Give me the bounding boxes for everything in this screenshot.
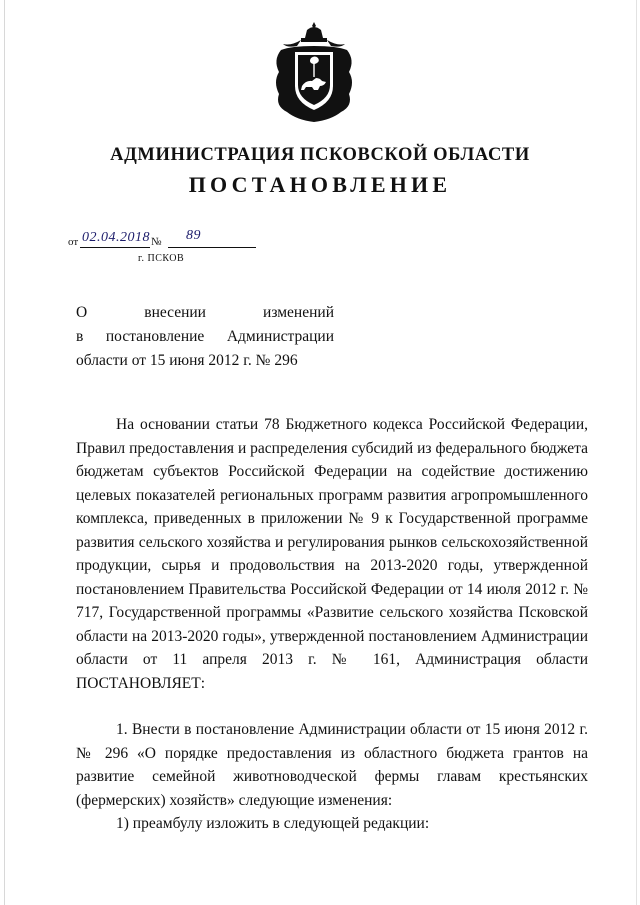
- subject-block: [76, 301, 334, 373]
- registration-line: [68, 230, 268, 252]
- subject-line: в постановление Администрации: [76, 328, 334, 345]
- scan-edge: [636, 0, 637, 905]
- body-paragraph: [76, 413, 588, 695]
- handwritten-number: 89: [186, 228, 201, 243]
- subject-line: области от 15 июня 2012 г. № 296: [76, 352, 298, 369]
- scan-edge: [4, 0, 5, 905]
- body-paragraph: [76, 718, 588, 812]
- body-paragraph: [76, 812, 588, 836]
- date-label: от: [68, 236, 79, 248]
- clause-1-text: 1. Внести в постановление Администрации области от 15 июня 2012 г. № 296 «О порядке предоставления из областного бюджета грантов на развитие семейной животноводческой фермы главам крестьянских (фермерских) хозяйств» следующие изменения:: [76, 721, 588, 809]
- preamble-text: На основании статьи 78 Бюджетного кодекса Российской Федерации, Правил предоставления и распределения субсидий из федерального бюджета бюджетам субъектов Российской Федерации на содействие достижению целевых показателей региональных программ развития агропромышленного комплекса, приведенных в приложении № 9 к Государственной программе развития сельского хозяйства и регулирования рынков сельскохозяйственной продукции, сырья и продовольствия на 2013-2020 годы, утвержденной постановлением Правительства Российской Федерации от 14 июля 2012 г. № 717, Государственной программы «Развитие сельского хозяйства Псковской области на 2013-2020 годы», утвержденной постановлением Администрации области от 11 апреля 2013 г. № 161, Администрация области ПОСТАНОВЛЯЕТ:: [76, 416, 588, 692]
- clause-1-1-text: 1) преамбулу изложить в следующей редакции:: [116, 815, 430, 832]
- pskov-coat-of-arms-icon: [271, 20, 357, 128]
- city-label: г. ПСКОВ: [138, 253, 185, 264]
- date-fill-line: [80, 247, 150, 248]
- number-fill-line: [168, 247, 256, 248]
- number-label: №: [151, 236, 162, 248]
- subject-line: О внесении изменений: [76, 304, 334, 321]
- handwritten-date: 02.04.2018: [82, 230, 150, 245]
- document-type-title: ПОСТАНОВЛЕНИЕ: [188, 172, 452, 197]
- agency-name: АДМИНИСТРАЦИЯ ПСКОВСКОЙ ОБЛАСТИ: [110, 145, 530, 165]
